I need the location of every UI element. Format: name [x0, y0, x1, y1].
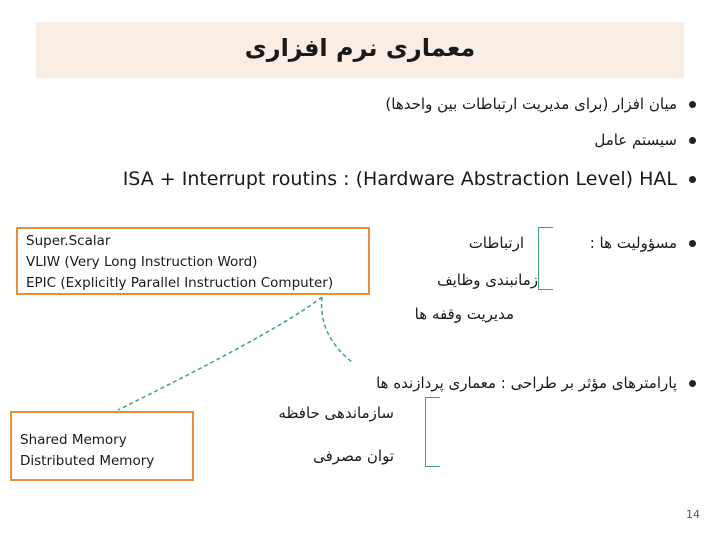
bullet-dot-icon — [689, 101, 696, 108]
bullet-text: ISA + Interrupt routins : (Hardware Abstraction Level) HAL — [122, 168, 677, 190]
bullet-dot-icon — [689, 380, 696, 387]
bullet-dot-icon — [689, 176, 696, 183]
memory-item: توان مصرفی — [313, 447, 394, 465]
box-line: Super.Scalar — [26, 233, 111, 249]
responsibilities-brace — [538, 227, 553, 290]
connector-processor — [322, 297, 352, 362]
memory-brace — [425, 397, 440, 467]
connector-memory — [118, 297, 322, 410]
bullet-responsibilities — [590, 234, 696, 252]
bullet-text: مسؤولیت ها : — [589, 234, 677, 252]
page-number: 14 — [686, 508, 700, 521]
bullet-text: پارامترهای مؤثر بر طراحی : معماری پردازنده ها — [376, 374, 677, 392]
slide-title: معماری نرم افزاری — [244, 34, 476, 62]
memory-item: سازماندهی حافظه — [278, 404, 394, 422]
bullet-dot-icon — [689, 137, 696, 144]
responsibility-item: مدیریت وقفه ها — [414, 305, 514, 323]
bullet-hal — [123, 166, 696, 190]
responsibility-item: ارتباطات — [468, 234, 524, 252]
bullet-text: میان افزار (برای مدیریت ارتباطات بین واحدها) — [385, 95, 677, 113]
processor-architecture-box — [16, 227, 370, 295]
bullet-text: سیستم عامل — [594, 131, 677, 149]
responsibility-item: زمانبندی وظایف — [437, 271, 538, 289]
bullet-dot-icon — [689, 240, 696, 247]
title-bar — [36, 22, 684, 78]
bullet-design-parameters — [376, 374, 696, 392]
box-line: EPIC (Explicitly Parallel Instruction Computer) — [26, 275, 334, 291]
bullet-middleware — [385, 95, 696, 113]
bullet-operating-system — [594, 131, 696, 149]
box-line: Distributed Memory — [20, 453, 155, 469]
box-line: VLIW (Very Long Instruction Word) — [26, 254, 258, 270]
box-line: Shared Memory — [20, 432, 127, 448]
memory-architecture-box — [10, 411, 194, 481]
